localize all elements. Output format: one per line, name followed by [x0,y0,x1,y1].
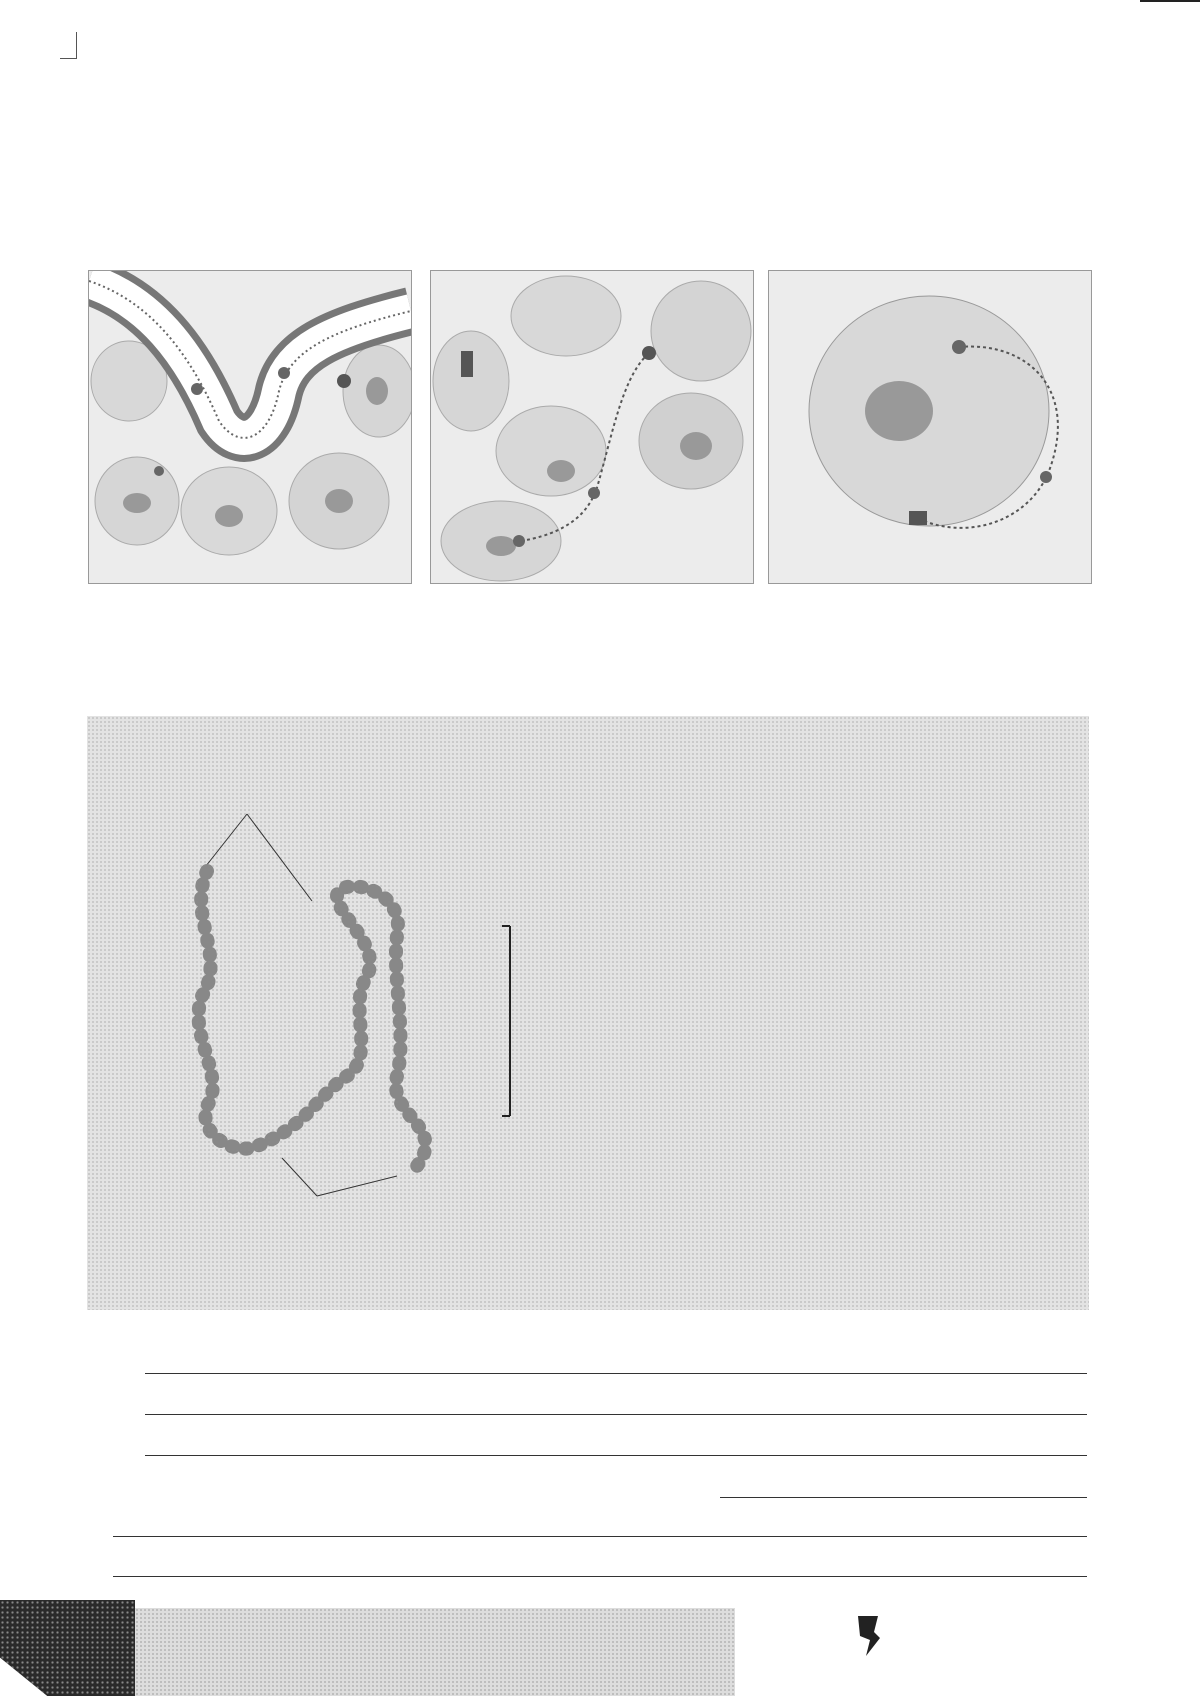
answer-line-2a[interactable] [720,1496,1087,1498]
paracrine-diagram [430,270,754,584]
receptor-chain [199,871,426,1166]
corner-mark [60,32,77,59]
biozone-logo-icon [852,1614,882,1658]
signaling-molecules-image [542,776,1082,1016]
answer-line-2b[interactable] [113,1535,1087,1537]
answer-line-1a[interactable] [145,1372,1087,1374]
answer-line-1b[interactable] [145,1413,1087,1415]
top-rule [1140,0,1200,2]
endocrine-diagram [88,270,412,584]
answer-line-2c[interactable] [113,1575,1087,1577]
footer-tab [0,1600,135,1696]
footer-links-bar [135,1608,735,1696]
autocrine-diagram [768,270,1092,584]
transmembrane-receptor-diagram [107,776,527,1246]
receptors-figure [87,716,1089,1310]
answer-line-1c[interactable] [145,1454,1087,1456]
receptor-description-left [599,1044,819,1048]
